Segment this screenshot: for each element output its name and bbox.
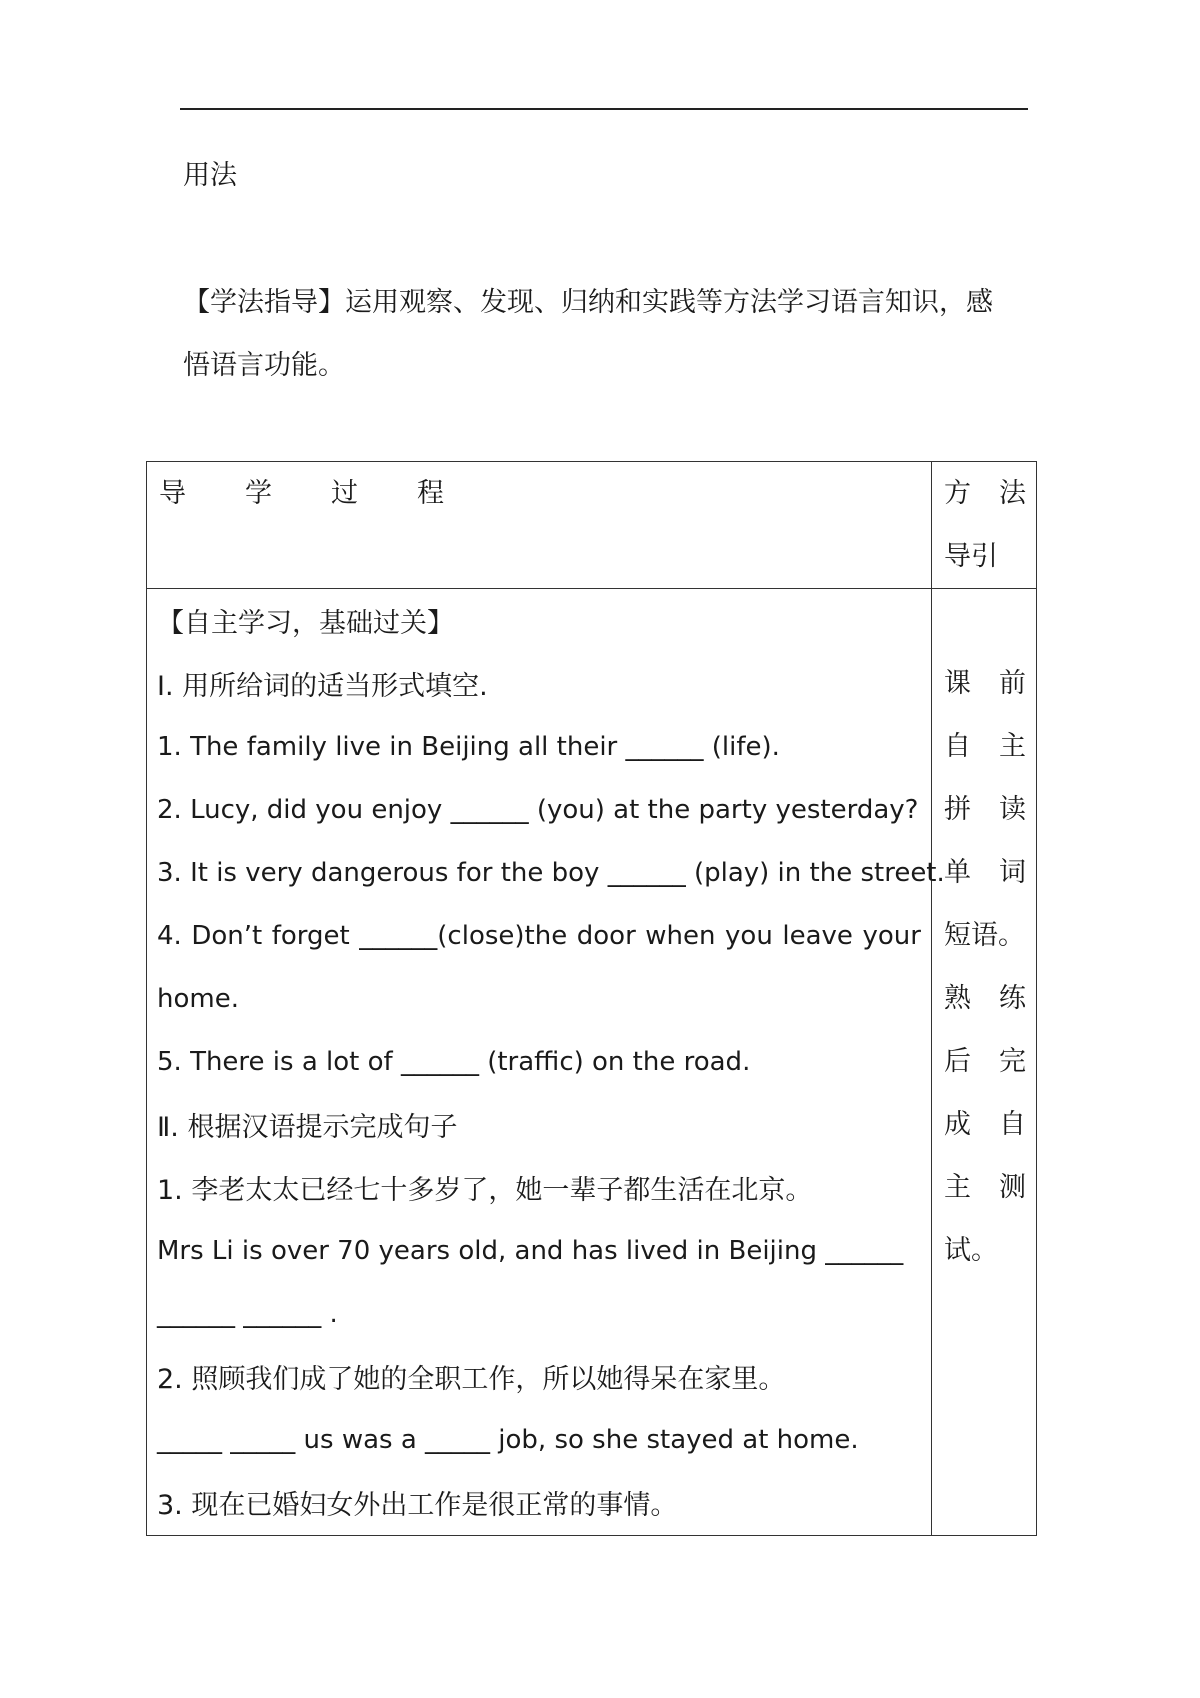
- exercise-item-4-line-2: home.: [157, 983, 239, 1014]
- exercise-item-4-line-1: [157, 904, 921, 967]
- exercise-item-2: 2. Lucy, did you enjoy ______ (you) at the party yesterday?: [157, 794, 919, 825]
- usage-heading: 用法: [183, 160, 237, 191]
- side-note-char: 主: [999, 731, 1026, 762]
- table-header-row: [147, 462, 1037, 589]
- side-note-char: 自: [944, 731, 971, 762]
- word: your: [862, 920, 921, 951]
- word: you: [725, 920, 773, 951]
- method-notes: [932, 589, 1036, 1282]
- side-note-row: [944, 778, 1036, 841]
- side-note-char: 主: [944, 1172, 971, 1203]
- side-note-row: [944, 1156, 1036, 1219]
- side-note-char: 熟: [944, 983, 971, 1014]
- part2-title: Ⅱ. 根据汉语提示完成句子: [157, 1112, 458, 1143]
- header-side-char: 方: [944, 478, 971, 509]
- header-char: 过: [331, 478, 358, 509]
- exercise-item-3: 3. It is very dangerous for the boy ______ (play) in the street.: [157, 857, 945, 888]
- body-main-cell: [147, 589, 945, 1536]
- word: ______(close)the: [359, 920, 568, 951]
- body-side-cell: [932, 589, 1037, 1536]
- study-method-guidance: [183, 271, 1028, 397]
- top-rule: [180, 108, 1028, 110]
- side-note-row: [944, 715, 1036, 778]
- side-note-row: [944, 904, 1036, 967]
- header-char: 程: [417, 478, 444, 509]
- header-main-title: [159, 476, 503, 512]
- section-title: 【自主学习，基础过关】: [157, 608, 454, 639]
- side-note-char: 课: [944, 668, 971, 699]
- side-note-char: 词: [999, 857, 1026, 888]
- translation-1-chinese: 1. 李老太太已经七十多岁了，她一辈子都生活在北京。: [157, 1175, 813, 1206]
- header-side-text: 导引: [944, 541, 998, 572]
- side-note-char: 测: [999, 1172, 1026, 1203]
- side-note-row: [944, 652, 1036, 715]
- header-side-row-1: [944, 462, 1036, 525]
- side-note-char: 试。: [944, 1235, 998, 1266]
- exercise-item-1: 1. The family live in Beijing all their ______ (life).: [157, 731, 780, 762]
- translation-2-chinese: 2. 照顾我们成了她的全职工作，所以她得呆在家里。: [157, 1364, 786, 1395]
- study-process-table: [146, 461, 1037, 1536]
- side-note-char: 自: [999, 1109, 1026, 1140]
- table-body-row: [147, 589, 1037, 1536]
- header-char: 学: [245, 478, 272, 509]
- side-note-char: 短语。: [944, 920, 1025, 951]
- side-note-row: [944, 967, 1036, 1030]
- side-note-char: 前: [999, 668, 1026, 699]
- side-note-char: 单: [944, 857, 971, 888]
- word: Don’t: [191, 920, 263, 951]
- side-note-char: 成: [944, 1109, 971, 1140]
- side-note-row: [944, 841, 1036, 904]
- guidance-line-1: 【学法指导】运用观察、发现、归纳和实践等方法学习语言知识，感: [183, 287, 993, 318]
- header-side-row-2: [944, 525, 1036, 588]
- translation-2-english: _____ _____ us was a _____ job, so she stayed at home.: [157, 1424, 859, 1455]
- part1-title: Ⅰ. 用所给词的适当形式填空.: [157, 671, 488, 702]
- header-side-char: 法: [999, 478, 1026, 509]
- translation-1-english-line-1: Mrs Li is over 70 years old, and has lived in Beijing ______: [157, 1235, 904, 1266]
- word: door: [576, 920, 636, 951]
- side-note-row: [944, 1093, 1036, 1156]
- header-char: 导: [159, 478, 186, 509]
- translation-3-chinese: 3. 现在已婚妇女外出工作是很正常的事情。: [157, 1490, 678, 1521]
- side-note-row: [944, 1030, 1036, 1093]
- header-main-cell: [147, 462, 932, 589]
- side-note-char: 练: [999, 983, 1026, 1014]
- side-note-char: 读: [999, 794, 1026, 825]
- word: when: [645, 920, 716, 951]
- side-note-char: 后: [944, 1046, 971, 1077]
- side-note-row: [944, 1219, 1036, 1282]
- word: 4.: [157, 920, 182, 951]
- guidance-line-2: 悟语言功能。: [183, 350, 345, 381]
- side-note-char: 完: [999, 1046, 1026, 1077]
- exercise-item-5: 5. There is a lot of ______ (traffic) on the road.: [157, 1046, 751, 1077]
- translation-1-english-line-2: ______ ______ .: [157, 1298, 338, 1329]
- side-note-char: 拼: [944, 794, 971, 825]
- word: forget: [271, 920, 350, 951]
- word: leave: [782, 920, 853, 951]
- header-side-cell: [932, 462, 1037, 589]
